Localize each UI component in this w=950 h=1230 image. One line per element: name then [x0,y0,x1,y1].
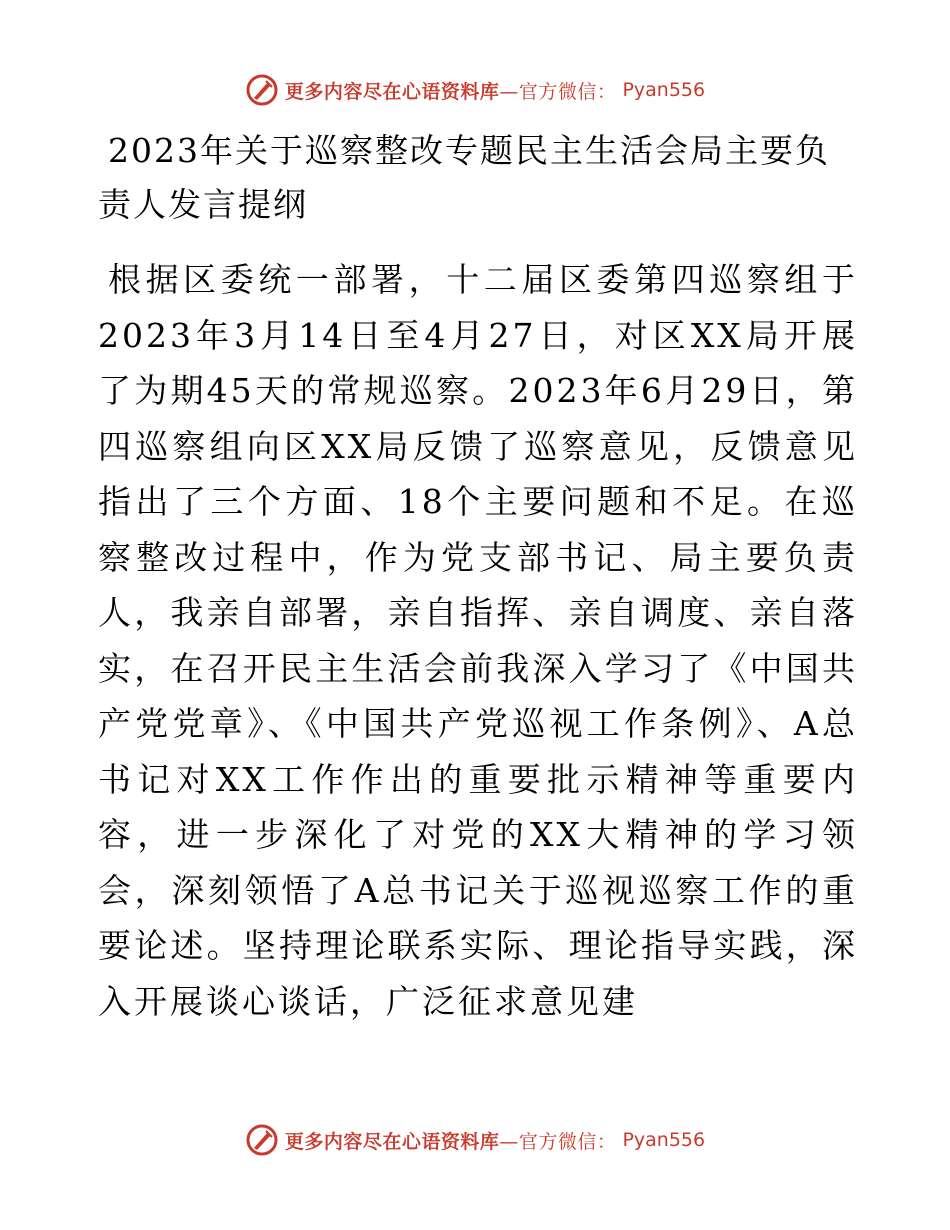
quill-circle-icon [245,1123,279,1157]
watermark-wechat-id: Pyan556 [622,79,706,101]
document-title: 2023年关于巡察整改专题民主生活会局主要负责人发言提纲 [98,131,830,224]
header-watermark [0,70,950,110]
watermark-text: 更多内容尽在心语资料库—官方微信： [284,80,617,103]
document-paragraph: 根据区委统一部署，十二届区委第四巡察组于2023年3月14日至4月27日，对区XX局开展了为期45天的常规巡察。2023年6月29日，第四巡察组向区XX局反馈了巡察意见，反馈意见指出了三个方面、18个主要问题和不足。在巡察整改过程中，作为党支部书记、局主要负责人，我亲自部署，亲自指挥、亲自调度、亲自落实，在召开民主生活会前我深入学习了《中国共产党党章》、《中国共产党巡视工作条例》、A总书记对XX工作作出的重要批示精神等重要内容，进一步深化了对党的XX大精神的学习领会，深刻领悟了A总书记关于巡视巡察工作的重要论述。坚持理论联系实际、理论指导实践，深入开展谈心谈话，广泛征求意见建 [98,260,858,1021]
quill-circle-icon [245,73,279,107]
watermark-text: 更多内容尽在心语资料库—官方微信： [284,1130,617,1153]
watermark-wechat-id: Pyan556 [622,1129,706,1151]
footer-watermark [0,1120,950,1160]
